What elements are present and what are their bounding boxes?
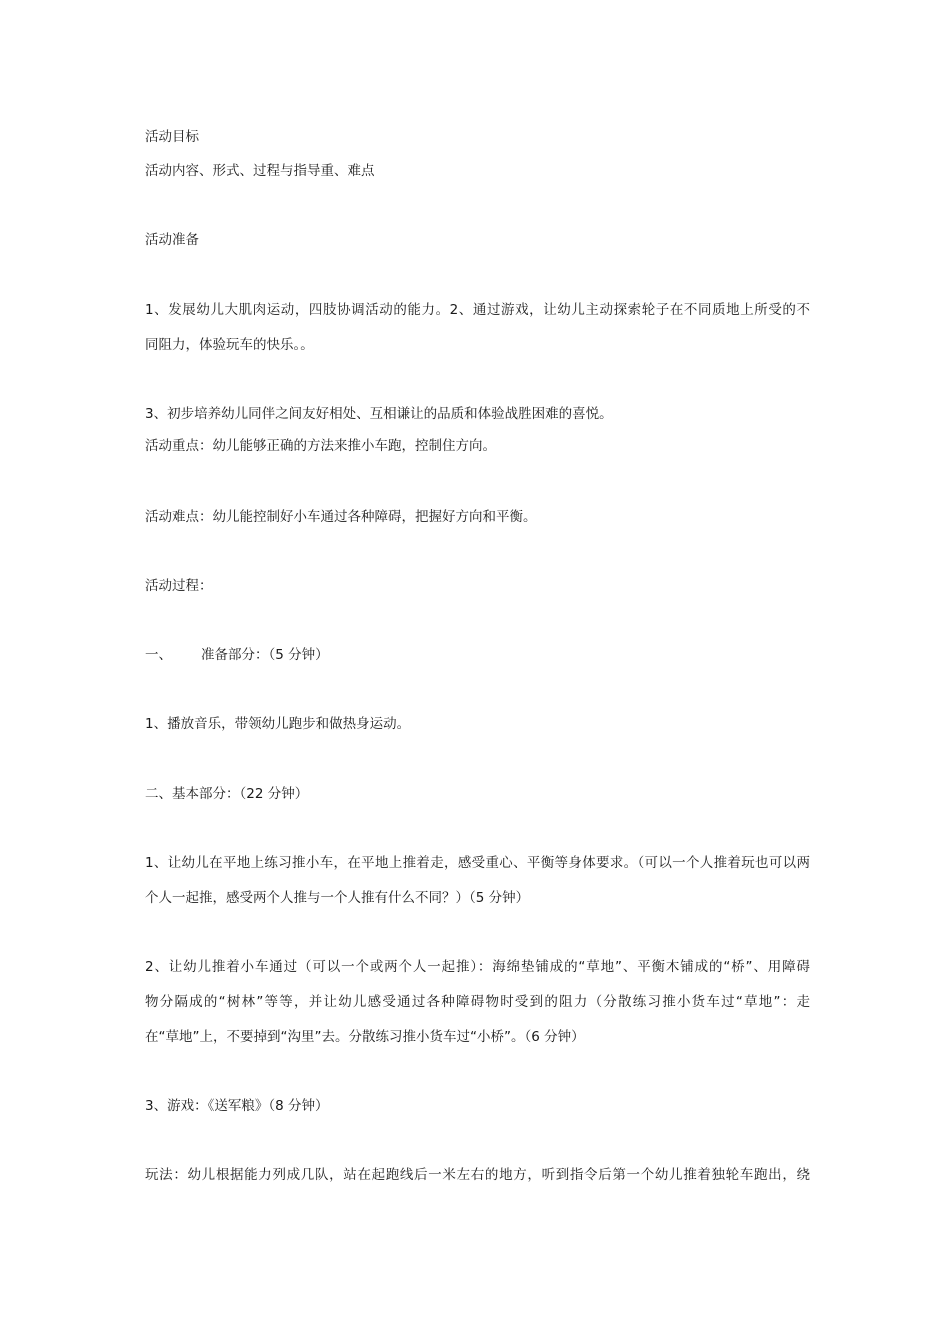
section-two-step-1-line-2: 个人一起推，感受两个人推与一个人推有什么不同？）（5 分钟）: [145, 890, 530, 906]
section-two-step-2-line-3: 在“草地”上，不要掉到“沟里”去。分散练习推小货车过“小桥”。（6 分钟）: [145, 1029, 585, 1045]
section-two-step-2-line-1: 2、让幼儿推着小车通过（可以一个或两个人一起推）：海绵垫铺成的“草地”、平衡木铺成的“桥”、用障碍: [145, 959, 810, 975]
activity-difficult-point: 活动难点：幼儿能控制好小车通过各种障碍，把握好方向和平衡。: [145, 509, 537, 525]
heading-activity-process: 活动过程：: [145, 578, 213, 594]
heading-activity-preparation: 活动准备: [145, 232, 199, 248]
section-one-step-1: 1、播放音乐，带领幼儿跑步和做热身运动。: [145, 716, 411, 732]
game-rules-line-1: 玩法：幼儿根据能力列成几队，站在起跑线后一米左右的地方，听到指令后第一个幼儿推着独轮车跑出，绕: [145, 1167, 810, 1183]
goal-item-3: 3、初步培养幼儿同伴之间友好相处、互相谦让的品质和体验战胜困难的喜悦。: [145, 406, 613, 422]
goal-paragraph-line-2: 同阻力，体验玩车的快乐。。: [145, 337, 314, 353]
section-two-step-1-line-1: 1、让幼儿在平地上练习推小车，在平地上推着走，感受重心、平衡等身体要求。（可以一个人推着玩也可以两: [145, 855, 810, 871]
goal-paragraph-line-1: 1、发展幼儿大肌肉运动，四肢协调活动的能力。2、通过游戏，让幼儿主动探索轮子在不同质地上所受的不: [145, 302, 810, 318]
section-two-heading: 二、基本部分：（22 分钟）: [145, 786, 309, 802]
section-one-heading: [145, 646, 810, 664]
heading-activity-content: 活动内容、形式、过程与指导重、难点: [145, 163, 375, 179]
activity-key-point: 活动重点：幼儿能够正确的方法来推小车跑，控制住方向。: [145, 438, 496, 454]
heading-activity-goals: 活动目标: [145, 129, 199, 145]
section-two-step-2-line-2: 物分隔成的“树林”等等，并让幼儿感受通过各种障碍物时受到的阻力（分散练习推小货车过“草地”：走: [145, 994, 810, 1010]
section-one-number: 一、: [145, 647, 172, 663]
section-two-step-3: 3、游戏：《送军粮》（8 分钟）: [145, 1098, 329, 1114]
section-one-title: 准备部分：（5 分钟）: [201, 647, 329, 663]
